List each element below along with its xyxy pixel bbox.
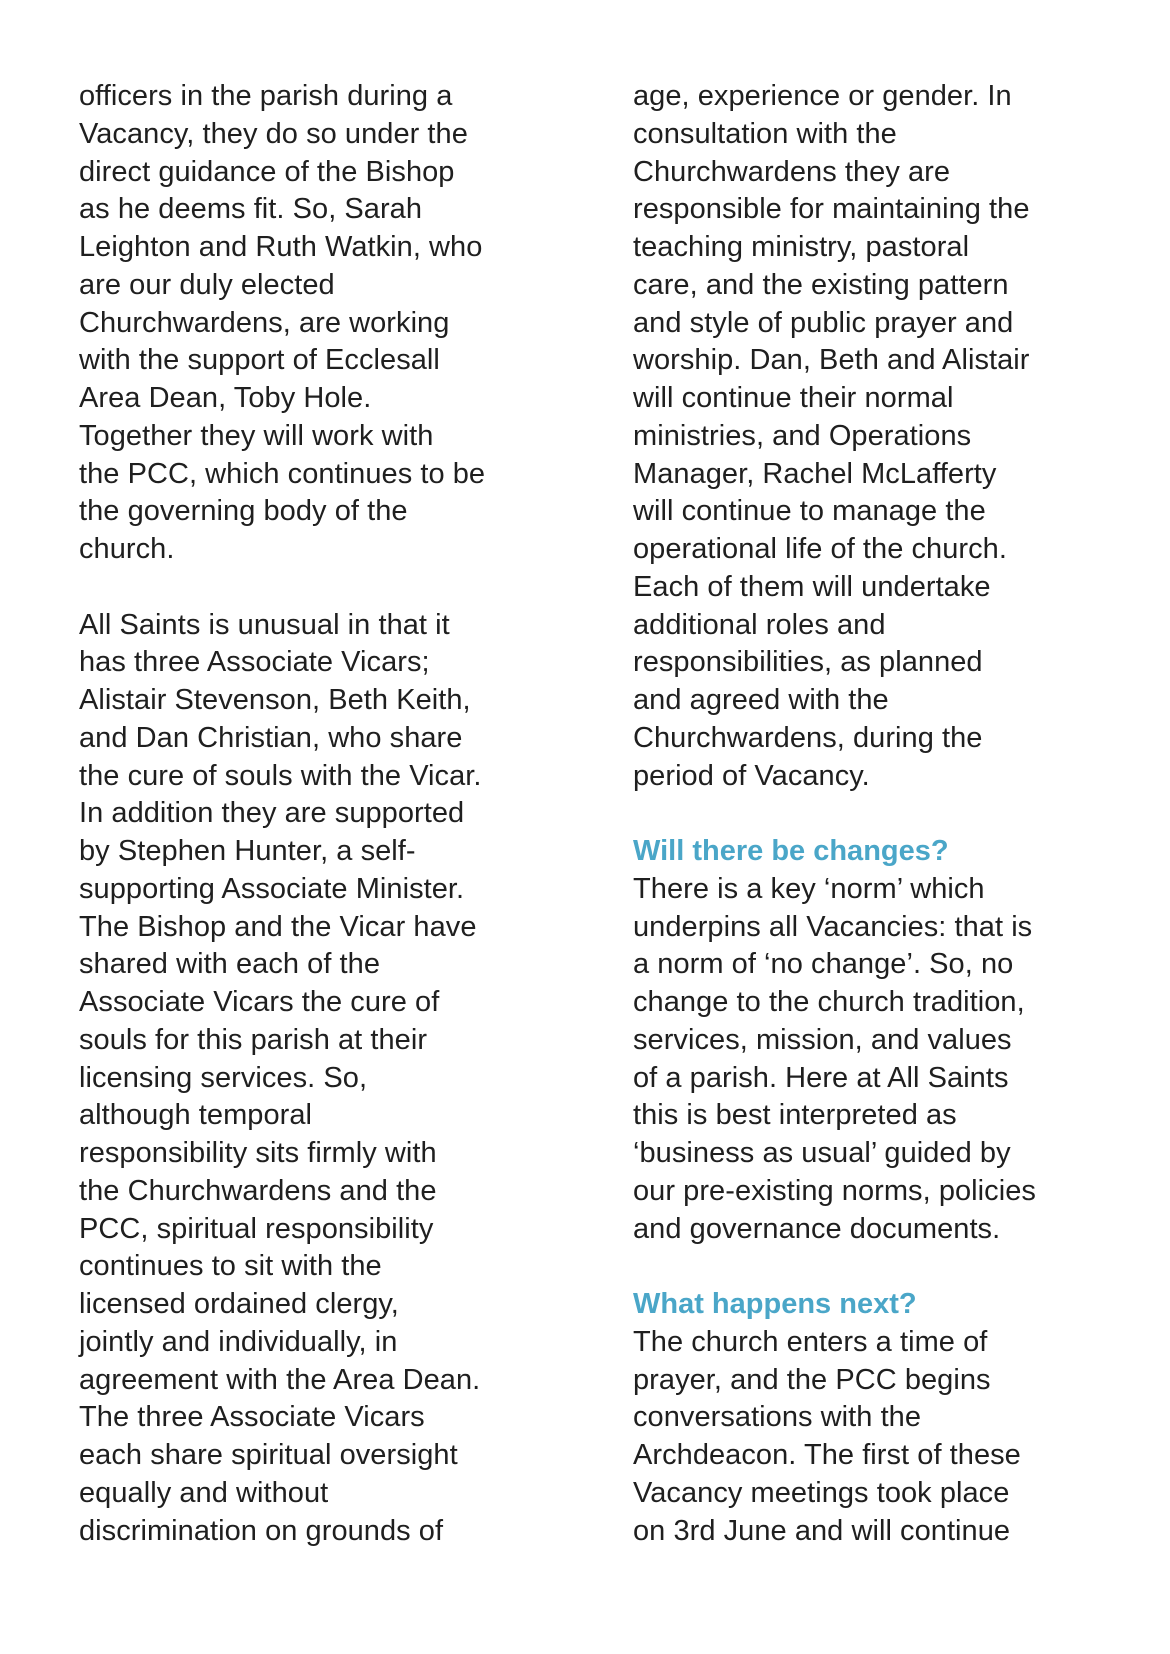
text-line: teaching ministry, pastoral xyxy=(633,231,970,263)
text-line: operational life of the church. xyxy=(633,533,1007,565)
text-line: equally and without xyxy=(79,1476,329,1509)
text-line: direct guidance of the Bishop xyxy=(79,155,455,188)
text-line: age, experience or gender. In xyxy=(633,80,1012,112)
text-line: and agreed with the xyxy=(633,684,889,716)
text-line: conversations with the xyxy=(633,1401,922,1434)
text-line: responsibilities, as planned xyxy=(633,646,983,679)
text-line: are our duly elected xyxy=(79,268,335,301)
text-line: the PCC, which continues to be xyxy=(79,457,486,490)
paragraph-changes xyxy=(633,871,1103,1249)
text-line: jointly and individually, in xyxy=(79,1325,398,1358)
text-line: licensed ordained clergy, xyxy=(79,1288,399,1320)
paragraph-gap xyxy=(633,1248,1103,1286)
text-line: responsible for maintaining the xyxy=(633,193,1030,226)
text-line: All Saints is unusual in that it xyxy=(79,608,450,641)
text-line: church. xyxy=(79,533,175,565)
text-line: by Stephen Hunter, a self- xyxy=(79,835,416,867)
text-line: will continue their normal xyxy=(633,382,954,414)
paragraph-associate-vicars xyxy=(79,607,559,1551)
heading-changes: Will there be changes? xyxy=(633,835,949,867)
text-line: and Dan Christian, who share xyxy=(79,721,463,754)
text-line: care, and the existing pattern xyxy=(633,268,1009,301)
text-line: Each of them will undertake xyxy=(633,570,991,603)
paragraph-gap xyxy=(633,795,1103,833)
text-line: services, mission, and values xyxy=(633,1023,1012,1056)
text-line: although temporal xyxy=(79,1099,313,1132)
text-line: Associate Vicars the cure of xyxy=(79,986,440,1018)
text-line: and governance documents. xyxy=(633,1212,1001,1245)
text-line: responsibility sits firmly with xyxy=(79,1137,437,1169)
text-line: has three Associate Vicars; xyxy=(79,646,430,679)
text-line: ‘business as usual’ guided by xyxy=(633,1137,1011,1169)
heading-next: What happens next? xyxy=(633,1288,917,1320)
text-line: Archdeacon. The first of these xyxy=(633,1439,1021,1471)
text-line: Manager, Rachel McLafferty xyxy=(633,457,997,490)
paragraph-gap xyxy=(79,569,559,607)
text-line: PCC, spiritual responsibility xyxy=(79,1212,434,1245)
text-line: There is a key ‘norm’ which xyxy=(633,872,985,905)
text-line: each share spiritual oversight xyxy=(79,1439,458,1471)
text-line: shared with each of the xyxy=(79,948,381,981)
text-line: souls for this parish at their xyxy=(79,1023,428,1056)
text-line: Leighton and Ruth Watkin, who xyxy=(79,231,483,263)
text-line: a norm of ‘no change’. So, no xyxy=(633,948,1014,981)
text-line: consultation with the xyxy=(633,117,897,150)
text-line: Vacancy, they do so under the xyxy=(79,117,468,150)
text-line: licensing services. So, xyxy=(79,1061,368,1094)
text-line: The three Associate Vicars xyxy=(79,1401,425,1434)
text-line: agreement with the Area Dean. xyxy=(79,1363,481,1396)
text-line: Churchwardens, are working xyxy=(79,306,450,339)
text-line: The church enters a time of xyxy=(633,1325,988,1358)
text-line: In addition they are supported xyxy=(79,797,465,830)
text-line: will continue to manage the xyxy=(633,495,986,528)
paragraph-officers xyxy=(79,78,559,569)
right-column xyxy=(633,78,1103,1550)
text-line: on 3rd June and will continue xyxy=(633,1514,1011,1547)
text-line: prayer, and the PCC begins xyxy=(633,1363,991,1396)
text-line: the cure of souls with the Vicar. xyxy=(79,759,482,792)
text-line: Together they will work with xyxy=(79,419,434,452)
text-line: supporting Associate Minister. xyxy=(79,872,465,905)
text-line: discrimination on grounds of xyxy=(79,1514,444,1547)
text-line: as he deems fit. So, Sarah xyxy=(79,193,423,226)
text-line: ministries, and Operations xyxy=(633,419,972,452)
text-line: this is best interpreted as xyxy=(633,1099,957,1132)
text-line: Vacancy meetings took place xyxy=(633,1476,1010,1509)
text-line: change to the church tradition, xyxy=(633,986,1025,1018)
text-line: and style of public prayer and xyxy=(633,306,1014,339)
text-line: the Churchwardens and the xyxy=(79,1174,437,1207)
text-line: period of Vacancy. xyxy=(633,759,870,792)
text-line: Churchwardens, during the xyxy=(633,721,983,754)
text-line: Churchwardens they are xyxy=(633,155,951,188)
text-line: The Bishop and the Vicar have xyxy=(79,910,477,943)
text-line: with the support of Ecclesall xyxy=(79,344,440,377)
text-line: continues to sit with the xyxy=(79,1250,382,1283)
text-line: Alistair Stevenson, Beth Keith, xyxy=(79,684,471,716)
text-line: officers in the parish during a xyxy=(79,80,453,112)
text-line: worship. Dan, Beth and Alistair xyxy=(633,344,1030,377)
left-column xyxy=(79,78,559,1550)
text-line: our pre-existing norms, policies xyxy=(633,1174,1036,1207)
text-line: the governing body of the xyxy=(79,495,408,528)
paragraph-next xyxy=(633,1324,1103,1551)
text-line: Area Dean, Toby Hole. xyxy=(79,382,372,414)
text-line: of a parish. Here at All Saints xyxy=(633,1061,1009,1094)
text-line: additional roles and xyxy=(633,608,886,641)
paragraph-consultation xyxy=(633,78,1103,795)
text-line: underpins all Vacancies: that is xyxy=(633,910,1033,943)
